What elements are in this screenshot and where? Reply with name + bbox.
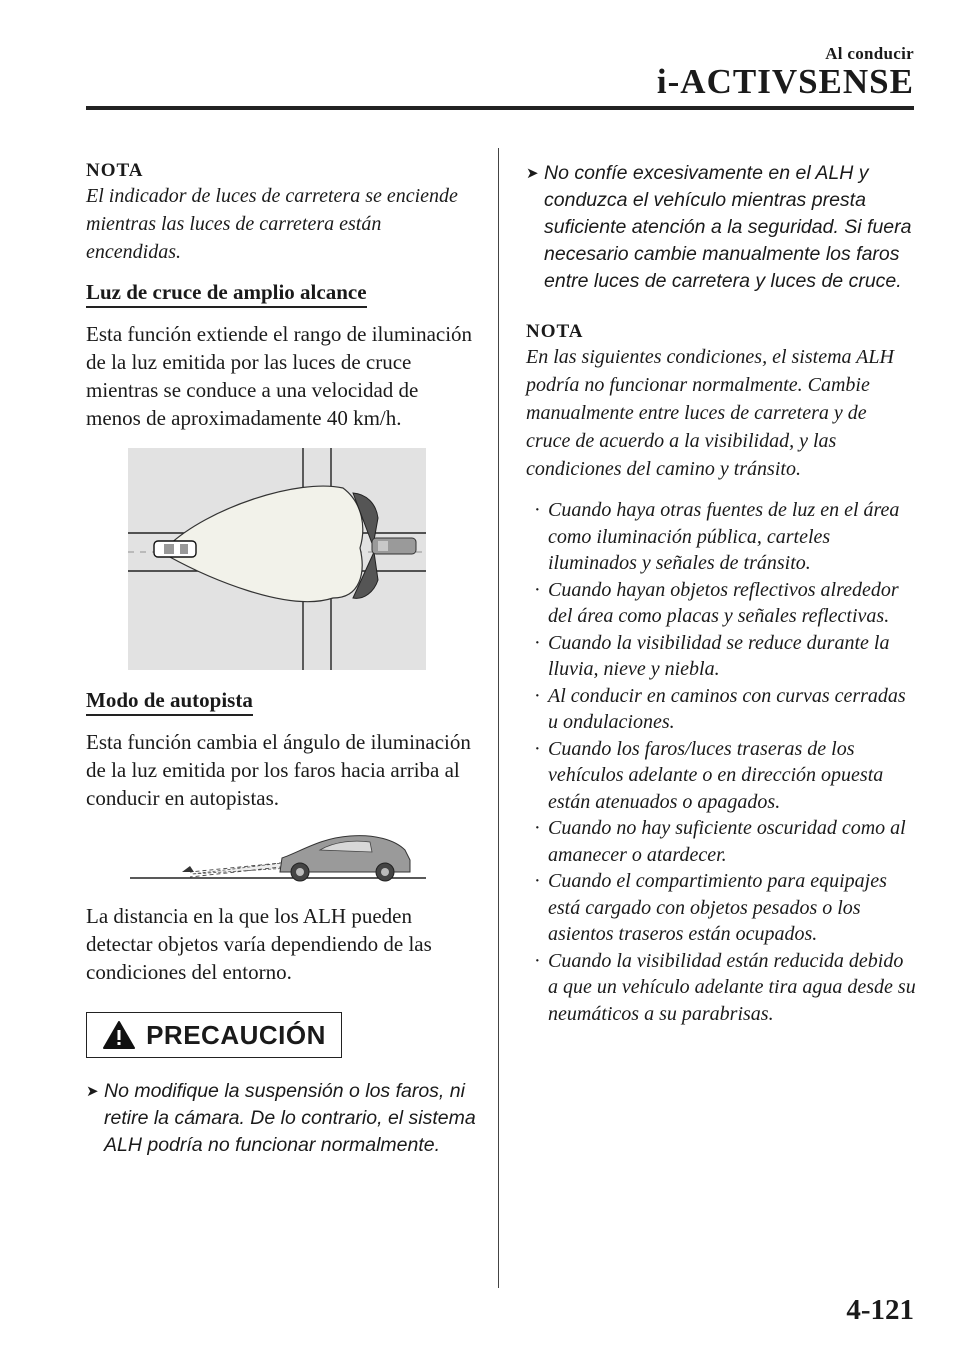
caution-list-right bbox=[526, 160, 916, 295]
caution-item bbox=[86, 1078, 476, 1159]
page-number: 4-121 bbox=[846, 1294, 914, 1326]
arrow-right-icon: ➤ bbox=[526, 165, 539, 182]
column-divider bbox=[498, 148, 499, 1288]
caution-list-left bbox=[86, 1078, 476, 1159]
intersection-illustration-svg bbox=[128, 448, 426, 670]
header-title: i-ACTIVSENSE bbox=[656, 62, 914, 101]
bullet-dot-icon: · bbox=[534, 631, 541, 654]
list-item bbox=[526, 630, 916, 683]
note-label: NOTA bbox=[86, 160, 144, 181]
note-block bbox=[526, 321, 916, 1027]
list-item-text: Cuando el compartimiento para equipajes está cargado con objetos pesados o los asientos traseros están ocupados. bbox=[548, 870, 887, 945]
left-column bbox=[86, 160, 476, 1159]
bullet-dot-icon: · bbox=[534, 817, 541, 839]
bullet-dot-icon: · bbox=[534, 737, 541, 760]
caution-label: PRECAUCIÓN bbox=[146, 1019, 326, 1050]
section-text-wide-low-beam: Esta función extiende el rango de iluminación de la luz emitida por las luces de cruce mientras se conduce a una velocidad de menos de aproximadamente 40 km/h. bbox=[86, 322, 473, 430]
list-item-text: Al conducir en caminos con curvas cerradas u ondulaciones. bbox=[548, 684, 906, 733]
list-item-text: Cuando la visibilidad están reducida debido a que un vehículo adelante tira agua desde su neumáticos a su parabrisas. bbox=[548, 949, 916, 1025]
bullet-dot-icon: · bbox=[534, 949, 541, 972]
section-text-detection-range: La distancia en la que los ALH pueden detectar objetos varía dependiendo de las condiciones del entorno. bbox=[86, 904, 432, 984]
note-text: El indicador de luces de carretera se enciende mientras las luces de carretera están encendidas. bbox=[86, 185, 458, 263]
list-item bbox=[526, 497, 916, 577]
list-item bbox=[526, 736, 916, 816]
page-header bbox=[657, 44, 914, 102]
section-heading-highway-mode: Modo de autopista bbox=[86, 688, 253, 716]
highway-illustration-svg bbox=[130, 822, 426, 884]
caution-item-text: No confíe excesivamente en el ALH y conduzca el vehículo mientras presta suficiente atención a la seguridad. Si fuera necesario cambie manualmente los faros entre luces de carretera y luces de cruce. bbox=[544, 162, 912, 292]
list-item bbox=[526, 815, 916, 868]
bullet-dot-icon: · bbox=[534, 870, 541, 892]
intersection-illustration bbox=[128, 448, 426, 670]
bullet-dot-icon: · bbox=[534, 684, 541, 707]
arrow-right-icon: ➤ bbox=[86, 1083, 99, 1100]
section-text-highway-mode: Esta función cambia el ángulo de iluminación de la luz emitida por los faros hacia arriba al conducir en autopistas. bbox=[86, 730, 471, 810]
bullet-dot-icon: · bbox=[534, 578, 541, 601]
list-item-text: Cuando hayan objetos reflectivos alrededor del área como placas y señales reflectivas. bbox=[548, 578, 899, 627]
note-text: En las siguientes condiciones, el sistema ALH podría no funcionar normalmente. Cambie manualmente entre luces de carretera y de cruce de acuerdo a la visibilidad, y las condiciones del camino y tránsito. bbox=[526, 346, 894, 480]
list-item bbox=[526, 577, 916, 630]
list-item-text: Cuando los faros/luces traseras de los vehículos adelante o en dirección opuesta están atenuados o apagados. bbox=[548, 737, 884, 813]
highway-illustration bbox=[130, 822, 426, 884]
list-item-text: Cuando la visibilidad se reduce durante la lluvia, nieve y niebla. bbox=[548, 631, 890, 680]
list-item bbox=[526, 683, 916, 736]
note-block bbox=[86, 160, 476, 266]
caution-item bbox=[526, 160, 916, 295]
caution-item-text: No modifique la suspensión o los faros, ni retire la cámara. De lo contrario, el sistema ALH podría no funcionar normalmente. bbox=[104, 1080, 476, 1156]
note-label: NOTA bbox=[526, 321, 584, 342]
section-heading-wide-low-beam: Luz de cruce de amplio alcance bbox=[86, 280, 367, 308]
header-section-label: Al conducir bbox=[825, 44, 914, 63]
list-item bbox=[526, 948, 916, 1028]
list-item-text: Cuando no hay suficiente oscuridad como al amanecer o atardecer. bbox=[548, 817, 906, 866]
header-rule bbox=[86, 106, 914, 110]
right-column bbox=[526, 160, 916, 1027]
bullet-dot-icon: · bbox=[534, 499, 541, 521]
list-item bbox=[526, 868, 916, 948]
list-item-text: Cuando haya otras fuentes de luz en el área como iluminación pública, carteles iluminados y señales de tránsito. bbox=[548, 499, 900, 574]
condition-list bbox=[526, 497, 916, 1027]
caution-banner bbox=[86, 1012, 342, 1058]
warning-triangle-icon bbox=[102, 1020, 136, 1050]
